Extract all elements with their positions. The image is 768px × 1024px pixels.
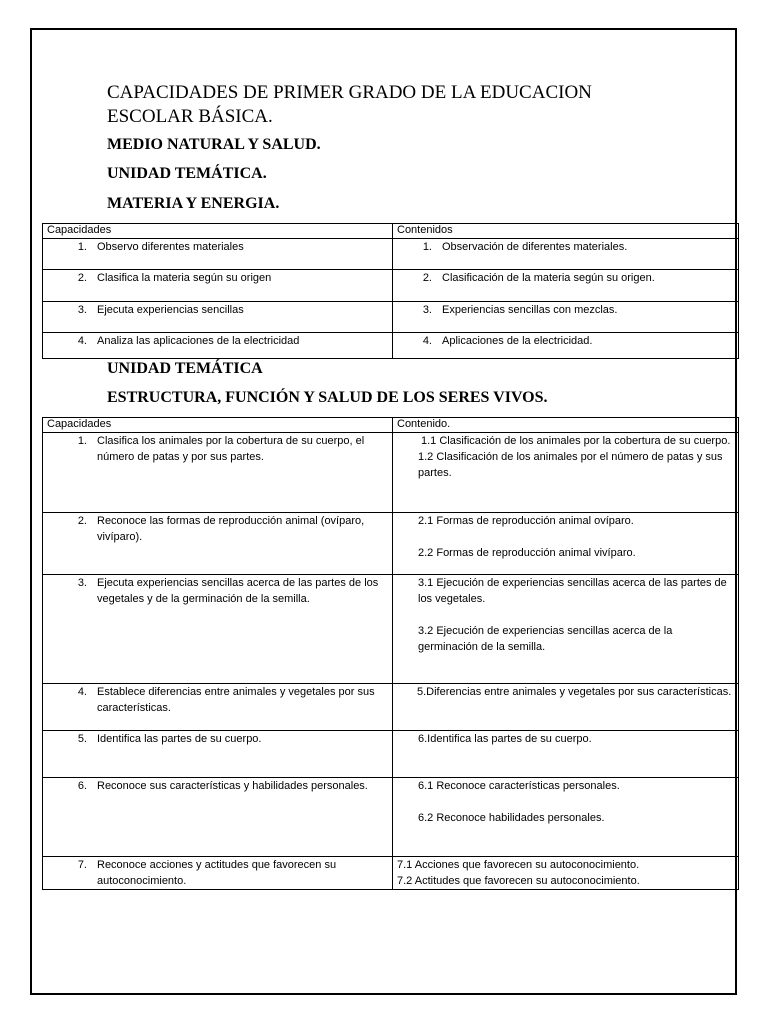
capacidad-text: Identifica las partes de su cuerpo. xyxy=(97,733,262,745)
row-number: 4. xyxy=(77,335,87,347)
table-row xyxy=(43,433,739,513)
table-row xyxy=(43,239,739,270)
row-number: 3. xyxy=(77,577,87,589)
contenido-item: 2.1 Formas de reproducción animal ovíparo. xyxy=(418,515,634,527)
contenido-item: 6.2 Reconoce habilidades personales. xyxy=(418,812,605,824)
unit-2-topic: ESTRUCTURA, FUNCIÓN Y SALUD DE LOS SERES VIVOS. xyxy=(107,389,548,406)
contenido-item: 1.1 Clasificación de los animales por la cobertura de su cuerpo. xyxy=(421,435,731,447)
header-capacidades: Capacidades xyxy=(43,224,393,239)
capacidad-text: Reconoce sus características y habilidades personales. xyxy=(97,780,368,792)
table-row xyxy=(43,684,739,731)
table-row xyxy=(43,857,739,890)
capacidad-text: Reconoce las formas de reproducción animal (ovíparo, vivíparo). xyxy=(97,515,365,543)
table-row xyxy=(43,731,739,778)
row-number: 1. xyxy=(77,241,87,253)
document-title: CAPACIDADES DE PRIMER GRADO DE LA EDUCACION ESCOLAR BÁSICA. xyxy=(107,82,592,127)
capacidad-text: Ejecuta experiencias sencillas acerca de las partes de los vegetales y de la germinación de la semilla. xyxy=(97,577,379,605)
contenido-item: 1.2 Clasificación de los animales por el número de patas y sus partes. xyxy=(418,451,723,479)
row-number: 7. xyxy=(77,859,87,871)
seres-vivos-table xyxy=(42,417,739,890)
unit-2-heading: UNIDAD TEMÁTICA xyxy=(107,360,263,377)
capacidad-text: Ejecuta experiencias sencillas xyxy=(97,304,244,316)
row-number: 1. xyxy=(422,241,432,253)
capacidad-text: Clasifica los animales por la cobertura de su cuerpo, el número de patas y por sus partes. xyxy=(97,435,365,463)
table-row xyxy=(43,778,739,857)
contenido-item: 5.Diferencias entre animales y vegetales por sus características. xyxy=(417,686,732,698)
row-number: 1. xyxy=(77,435,87,447)
section-subtitle: MEDIO NATURAL Y SALUD. xyxy=(107,136,321,153)
unit-1-topic: MATERIA Y ENERGIA. xyxy=(107,195,280,212)
capacidad-text: Analiza las aplicaciones de la electricidad xyxy=(97,335,300,347)
contenido-item: 6.Identifica las partes de su cuerpo. xyxy=(418,733,592,745)
contenido-text: Clasificación de la materia según su origen. xyxy=(442,272,655,284)
row-number: 2. xyxy=(77,272,87,284)
table-header-row xyxy=(43,224,739,239)
header-capacidades: Capacidades xyxy=(43,418,393,433)
contenido-text: Experiencias sencillas con mezclas. xyxy=(442,304,618,316)
contenido-item: 2.2 Formas de reproducción animal vivíparo. xyxy=(418,547,636,559)
row-number: 3. xyxy=(422,304,432,316)
table-row xyxy=(43,333,739,359)
materia-energia-table xyxy=(42,223,739,359)
row-number: 2. xyxy=(77,515,87,527)
capacidad-text: Establece diferencias entre animales y vegetales por sus características. xyxy=(97,686,375,714)
row-number: 4. xyxy=(77,686,87,698)
table-row xyxy=(43,575,739,684)
contenido-item: 3.1 Ejecución de experiencias sencillas acerca de las partes de los vegetales. xyxy=(418,577,727,605)
row-number: 3. xyxy=(77,304,87,316)
contenido-text: Aplicaciones de la electricidad. xyxy=(442,335,593,347)
capacidad-text: Clasifica la materia según su origen xyxy=(97,272,272,284)
row-number: 2. xyxy=(422,272,432,284)
table-header-row xyxy=(43,418,739,433)
capacidad-text: Reconoce acciones y actitudes que favorecen su autoconocimiento. xyxy=(97,859,337,887)
contenido-item: 7.2 Actitudes que favorecen su autoconocimiento. xyxy=(397,875,640,887)
contenido-item: 3.2 Ejecución de experiencias sencillas acerca de la germinación de la semilla. xyxy=(418,625,673,653)
table-row xyxy=(43,513,739,575)
row-number: 4. xyxy=(422,335,432,347)
capacidad-text: Observo diferentes materiales xyxy=(97,241,244,253)
table-row xyxy=(43,270,739,302)
contenido-item: 7.1 Acciones que favorecen su autoconocimiento. xyxy=(397,859,640,871)
header-contenidos: Contenidos xyxy=(393,224,739,239)
unit-1-heading: UNIDAD TEMÁTICA. xyxy=(107,165,267,182)
contenido-item: 6.1 Reconoce características personales. xyxy=(418,780,620,792)
contenido-text: Observación de diferentes materiales. xyxy=(442,241,628,253)
row-number: 5. xyxy=(77,733,87,745)
table-row xyxy=(43,302,739,333)
row-number: 6. xyxy=(77,780,87,792)
header-contenido: Contenido. xyxy=(393,418,739,433)
